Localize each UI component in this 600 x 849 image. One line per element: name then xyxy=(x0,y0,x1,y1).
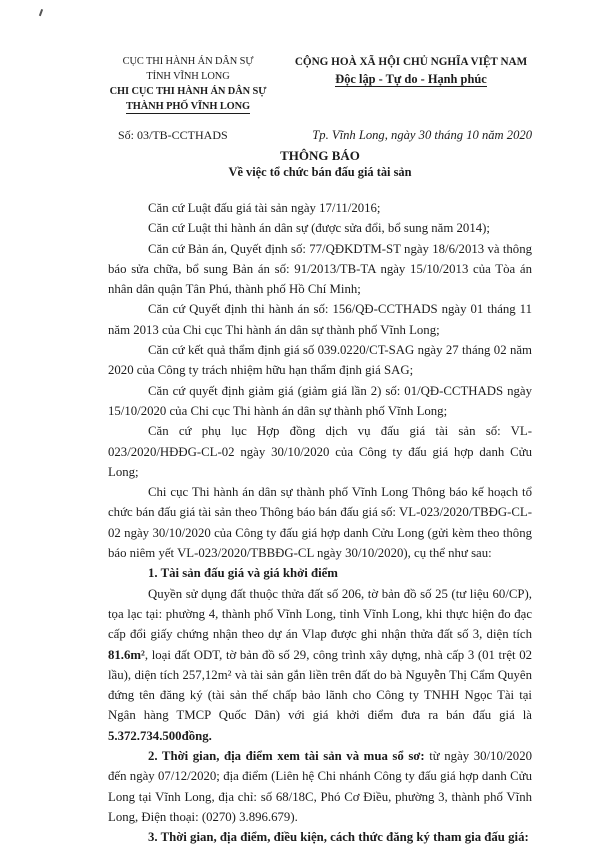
legal-basis: Căn cứ phụ lục Hợp đồng dịch vụ đấu giá tài sản số: VL-023/2020/HĐĐG-CL-02 ngày 30/10/2020 của Công ty đấu giá hợp danh Cửu Long; xyxy=(108,424,532,479)
scan-mark xyxy=(39,9,43,16)
land-area: 81.6m² xyxy=(108,647,145,662)
legal-basis: Căn cứ quyết định giảm giá (giảm giá lần 2) số: 01/QĐ-CCTHADS ngày 15/10/2020 của Chi cục Thi hành án dân sự thành phố Vĩnh Long; xyxy=(108,383,532,418)
agency-name: CHI CỤC THI HÀNH ÁN DÂN SỰ xyxy=(109,86,267,97)
national-header-block xyxy=(280,54,542,87)
section-2-text: từ ngày 30/10/2020 đến ngày 07/12/2020; địa điểm (Liên hệ Chi nhánh Công ty đấu giá hợp danh Cửu Long tại Vĩnh Long, địa chỉ: số 68/18C, Phó Cơ Điều, phường 3, thành phố Vĩnh Long, Điện thoại: (0270) 3.896.679). xyxy=(108,749,533,824)
nation-title: CỘNG HOÀ XÃ HỘI CHỦ NGHĨA VIỆT NAM xyxy=(294,56,528,68)
document-title: THÔNG BÁO xyxy=(280,148,360,163)
section-2-paragraph xyxy=(108,746,532,827)
legal-basis: Căn cứ Quyết định thi hành án số: 156/QĐ-CCTHADS ngày 01 tháng 11 năm 2013 của Chi cục Thi hành án dân sự thành phố Vĩnh Long; xyxy=(108,302,532,337)
national-motto: Độc lập - Tự do - Hạnh phúc xyxy=(335,72,487,86)
parent-agency: CỤC THI HÀNH ÁN DÂN SỰ xyxy=(122,56,254,67)
section-2-heading: 2. Thời gian, địa điểm xem tài sản và mua sổ sơ: xyxy=(148,749,425,764)
document-subject: Về việc tổ chức bán đấu giá tài sản xyxy=(228,165,412,179)
issuing-agency-block xyxy=(88,54,288,114)
agency-city: THÀNH PHỐ VĨNH LONG xyxy=(125,101,251,112)
section-3-heading: 3. Thời gian, địa điểm, điều kiện, cách thức đăng ký tham gia đấu giá: xyxy=(148,830,529,845)
legal-basis: Căn cứ Luật thi hành án dân sự (được sửa đổi, bổ sung năm 2014); xyxy=(148,221,490,236)
section-1-paragraph xyxy=(108,584,532,746)
section-1-heading: 1. Tài sản đấu giá và giá khởi điểm xyxy=(148,566,338,581)
document-body xyxy=(108,198,532,848)
parent-province: TỈNH VĨNH LONG xyxy=(146,71,230,82)
starting-price: 5.372.734.500đồng. xyxy=(108,728,212,743)
document-number: Số: 03/TB-CCTHADS xyxy=(118,128,228,142)
place-date: Tp. Vĩnh Long, ngày 30 tháng 10 năm 2020 xyxy=(312,128,532,142)
asset-description-cont: , loại đất ODT, tờ bản đồ số 29, công trình xây dựng, nhà cấp 3 (01 trệt 02 lầu), diện tích 257,12m² và tài sản gắn liền trên đất do bà Nguyễn Thị Cẩm Quyên đứng tên đăng ký (tài sản thế chấp bảo lãnh cho Công ty TNHH Ngọc Tài tại Ngân hàng TMCP Quốc Dân) với giá khởi điểm đưa ra bán đấu giá là xyxy=(108,647,532,723)
asset-description: Quyền sử dụng đất thuộc thửa đất số 206, tờ bản đồ số 25 (tư liệu 60/CP), tọa lạc tại: phường 4, thành phố Vĩnh Long, tỉnh Vĩnh Long, khi thực hiện đo đạc cấp đổi giấy chứng nhận theo dự án Vlap được ghi nhận thửa đất số 3, diện tích xyxy=(108,586,532,642)
legal-basis: Căn cứ kết quả thẩm định giá số 039.0220/CT-SAG ngày 27 tháng 02 năm 2020 của Công ty trách nhiệm hữu hạn thẩm định giá SAG; xyxy=(108,343,532,378)
intro-paragraph: Chi cục Thi hành án dân sự thành phố Vĩnh Long Thông báo kế hoạch tổ chức bán đấu giá tài sản theo Thông báo bán đấu giá số: VL-023/2020/TBĐG-CL-02 ngày 30/10/2020 của Công ty đấu giá hợp danh Cửu Long (gửi kèm theo thông báo niêm yết VL-023/2020/TBBĐG-CL ngày 30/10/2020), cụ thể như sau: xyxy=(108,485,532,561)
legal-basis: Căn cứ Bản án, Quyết định số: 77/QĐKDTM-ST ngày 18/6/2013 và thông báo sửa chữa, bổ sung Bản án số: 91/2013/TB-TA ngày 15/10/2013 của Tòa án nhân dân quận Tân Phú, thành phố Hồ Chí Minh; xyxy=(108,241,532,297)
legal-basis: Căn cứ Luật đấu giá tài sản ngày 17/11/2016; xyxy=(148,201,381,215)
title-block xyxy=(108,148,532,180)
